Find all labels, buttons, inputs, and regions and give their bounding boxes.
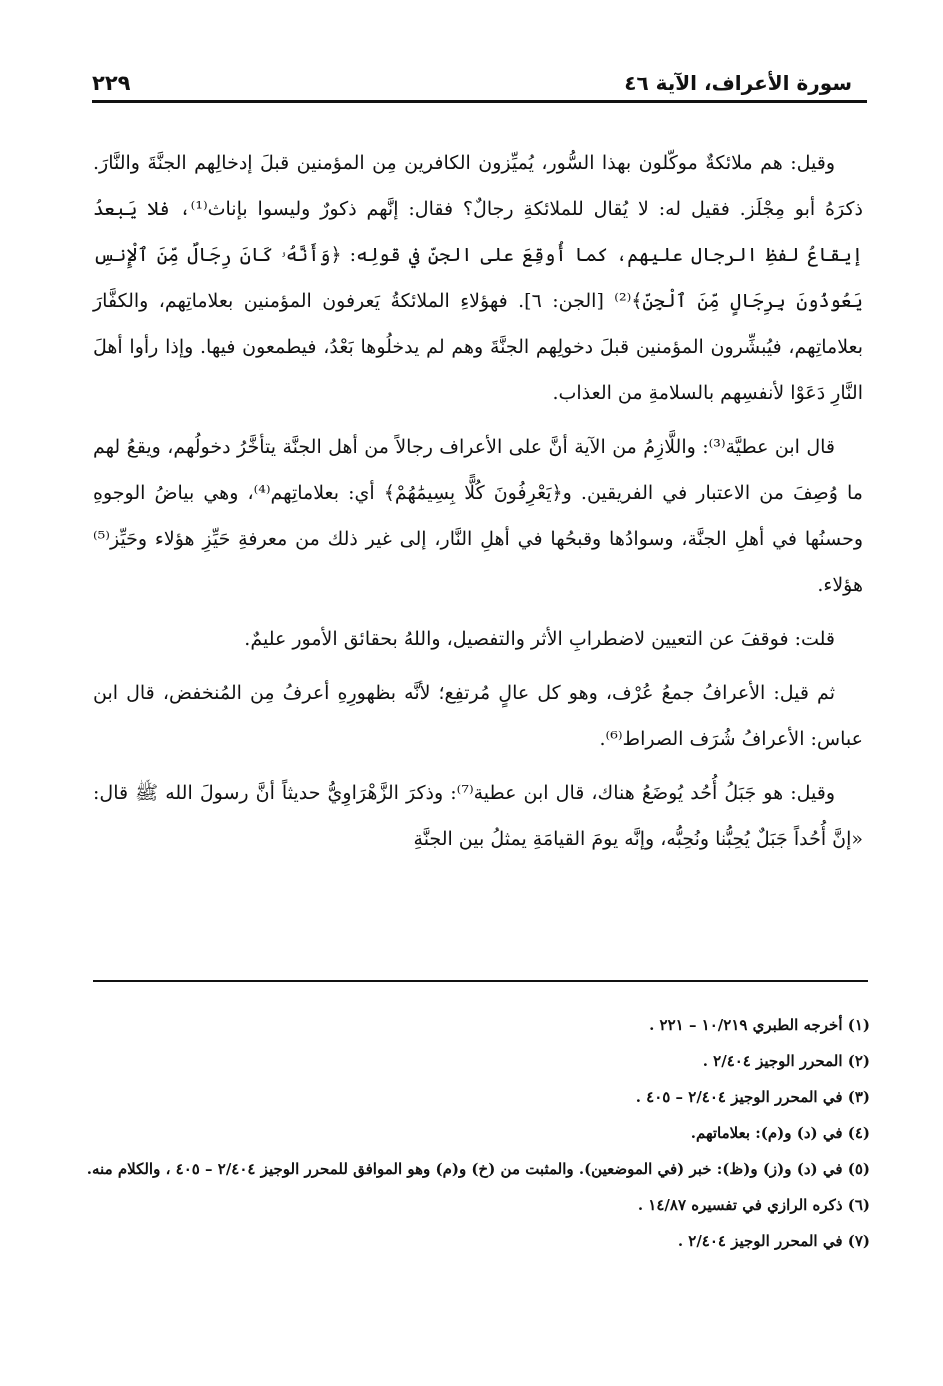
footnote: (٣) في المحرر الوجيز ٢/٤٠٤ – ٤٠٥ . bbox=[635, 1088, 870, 1106]
paragraph bbox=[93, 770, 863, 862]
paragraph-text: وقيل: هو جَبَلُ أُحُد يُوضَعُ هناك، قال ابن عطية⁽⁷⁾: وذكرَ الزَّهْرَاوِيُّ حديثاً أنَّ رسولَ الله ﷺ قال: «إنَّ أُحُداً جَبَلٌ يُحِبُّنا ونُحِبُّه، وإنَّه يومَ القيامَةِ يمثلُ بين الجنَّةِ bbox=[93, 782, 863, 850]
page-number: ٢٢٩ bbox=[92, 71, 131, 95]
paragraph-text: وقيل: هم ملائكةٌ موكّلون بهذا السُّور، يُميِّزون الكافرين مِن المؤمنين قبلَ إدخالِهم الجنَّةَ والنَّارَ. ذكرَهُ أبو مِجْلَز. فقيل له: لا يُقال للملائكةِ رجالٌ؟ فقال: إنَّهم ذكورٌ وليسوا بإناث⁽¹⁾، فلا يَبعدُ إيقاعُ لفظِ الرجال عليهم، كما أُوقِعَ على الجنِّ في قولِه: ﴿وَأَنَّهُۥ كَانَ رِجَالٌ مِّنَ ٱلْإِنسِ يَعُوذُونَ بِرِجَالٍ مِّنَ ٱلْجِنِّ﴾⁽²⁾ [الجن: ٦]. فهؤلاءِ الملائكةُ يَعرفون المؤمنين بعلاماتِهم، والكفَّارَ بعلاماتِهم، فيُبشِّرون المؤمنين قبلَ دخولِهم الجنَّةَ وهم لم يدخلُوها بَعْدُ، فيطمعون فيها. وإذا رأوا أهلَ النَّارِ دَعَوْا لأنفسِهم بالسلامةِ من العذاب. bbox=[93, 152, 863, 404]
header-rule bbox=[92, 100, 867, 103]
header-title: سورة الأعراف، الآية ٤٦ bbox=[624, 71, 852, 95]
footnote: (٥) في (د) و(ز) و(ظ): خبر (في الموضعين). والمثبت من (خ) و(م) وهو الموافق للمحرر الوجيز ٢/٤٠٤ – ٤٠٥ ، والكلام منه. bbox=[86, 1160, 870, 1178]
footnote-separator bbox=[93, 980, 868, 982]
footnote: (٦) ذكره الرازي في تفسيره ١٤/٨٧ . bbox=[637, 1196, 870, 1214]
paragraph-text: قلت: فوقفَ عن التعيين لاضطرابِ الأثر والتفصيل، واللهُ بحقائق الأمور عليمٌ. bbox=[244, 628, 835, 650]
paragraph-text: قال ابن عطيَّة⁽³⁾: واللَّازِمُ من الآية أنَّ على الأعراف رجالاً من أهل الجنَّة يتأخَّرُ دخولُهم، ويقعُ لهم ما وُصِفَ من الاعتبار في الفريقين. و﴿يَعْرِفُونَ كُلًّا بِسِيمَٰهُمْ﴾ أي: بعلاماتِهم⁽⁴⁾، وهي بياضُ الوجوهِ وحسنُها في أهلِ الجنَّة، وسوادُها وقبحُها في أهلِ النَّار، إلى غير ذلك من معرفةِ حَيِّزِ هؤلاء وحَيِّز⁽⁵⁾ هؤلاء. bbox=[93, 436, 863, 596]
paragraph bbox=[93, 670, 863, 762]
paragraph bbox=[93, 140, 863, 416]
footnote: (٧) في المحرر الوجيز ٢/٤٠٤ . bbox=[677, 1232, 870, 1250]
footnote: (٢) المحرر الوجيز ٢/٤٠٤ . bbox=[702, 1052, 870, 1070]
footnote: (١) أخرجه الطبري ١٠/٢١٩ – ٢٢١ . bbox=[649, 1016, 870, 1034]
paragraph bbox=[93, 424, 863, 608]
main-text bbox=[93, 140, 863, 870]
paragraph bbox=[93, 616, 863, 662]
paragraph-text: ثم قيل: الأعرافُ جمعُ عُرْف، وهو كل عالٍ مُرتفِع؛ لأنَّه بظهورِهِ أعرفُ مِن المُنخفض، قال ابن عباس: الأعرافُ شُرَف الصراط⁽⁶⁾. bbox=[93, 682, 863, 750]
footnote: (٤) في (د) و(م): بعلاماتهم. bbox=[690, 1124, 870, 1142]
running-header bbox=[92, 68, 852, 100]
footnotes bbox=[80, 1010, 870, 1262]
